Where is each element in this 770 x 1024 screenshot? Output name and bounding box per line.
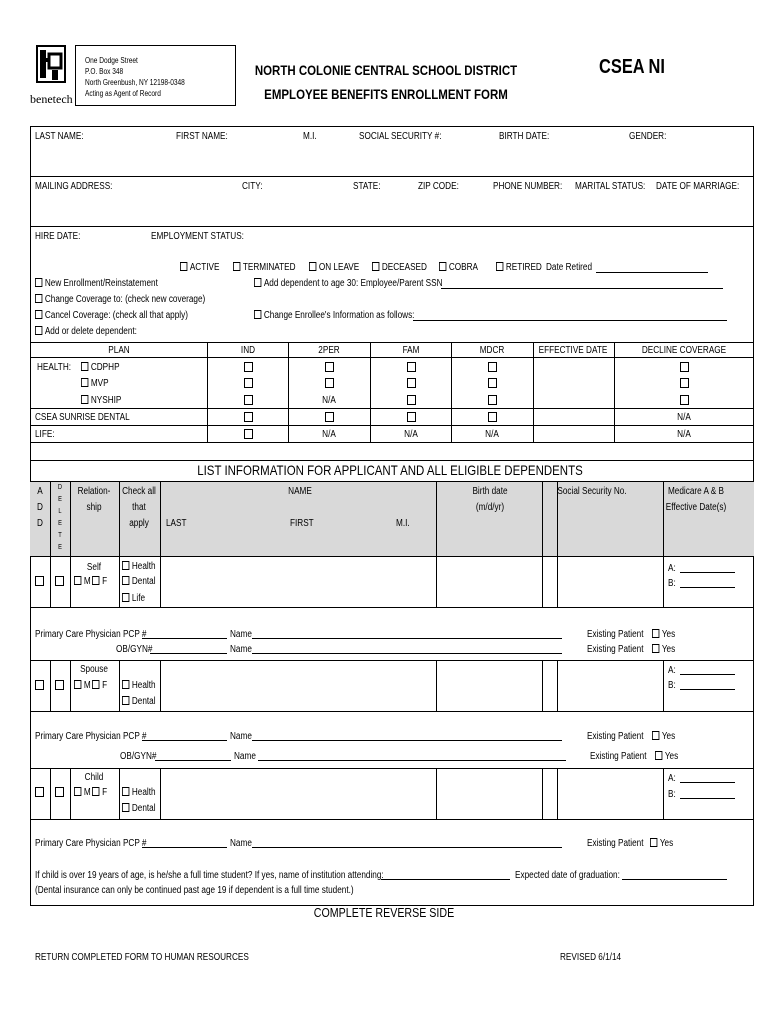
change-info-field[interactable] (413, 320, 727, 321)
revision-date: REVISED 6/1/14 (560, 952, 622, 963)
obgyn-number-field[interactable] (155, 760, 231, 761)
action-new-enrollment[interactable]: New Enrollment/Reinstatement (35, 278, 158, 289)
zip-label: ZIP CODE: (418, 181, 459, 192)
last-header: LAST (166, 518, 187, 529)
action-add-delete-dependent[interactable]: Add or delete dependent: (35, 326, 137, 337)
phone-label: PHONE NUMBER: (493, 181, 563, 192)
ssn-header: Social Security No. (557, 486, 627, 497)
checkbox-icon[interactable] (122, 803, 129, 812)
checkbox-icon[interactable] (407, 378, 416, 388)
gender-select-child[interactable]: M F (74, 787, 107, 798)
relationship-header: Relation- (77, 486, 111, 497)
birth-date-label: BIRTH DATE: (499, 131, 550, 142)
status-active[interactable]: ACTIVE (180, 262, 219, 273)
medicare-b-field[interactable] (680, 798, 735, 799)
checkbox-icon[interactable] (325, 362, 334, 372)
pcp-label: Primary Care Physician PCP # (35, 629, 147, 640)
medicare-a-label: A: (668, 773, 676, 784)
plan-mvp[interactable]: MVP (81, 378, 109, 389)
dental-note: (Dental insurance can only be continued past age 19 if dependent is a full time student.) (35, 885, 354, 896)
ssn-label: SOCIAL SECURITY #: (359, 131, 442, 142)
checkbox-icon[interactable] (244, 378, 253, 388)
obgyn-name-field[interactable] (258, 760, 566, 761)
existing-patient-yes[interactable]: Yes (652, 644, 675, 655)
pcp-name-field[interactable] (252, 638, 562, 639)
checkbox-icon[interactable] (81, 362, 88, 371)
checkbox-icon[interactable] (122, 576, 129, 585)
checkbox-icon[interactable] (488, 395, 497, 405)
checkbox-icon[interactable] (233, 262, 240, 271)
logo-text: benetech (30, 92, 73, 106)
medicare-header: Effective Date(s) (665, 502, 727, 513)
gender-select-spouse[interactable]: M F (74, 680, 107, 691)
check-all-header: that (132, 502, 146, 513)
obgyn-name-field[interactable] (252, 653, 562, 654)
student-question: If child is over 19 years of age, is he/she a full time student? If yes, name of institution attending: (35, 870, 384, 881)
existing-patient-label: Existing Patient (587, 731, 644, 742)
pcp-name-field[interactable] (252, 740, 562, 741)
address-line: North Greenbush, NY 12198-0348 (85, 78, 185, 87)
first-name-label: FIRST NAME: (176, 131, 228, 142)
checkbox-icon[interactable] (680, 395, 689, 405)
checkbox-icon[interactable] (254, 278, 261, 287)
checkbox-icon[interactable] (35, 310, 42, 319)
ind-header: IND (240, 345, 256, 356)
effective-date-header: EFFECTIVE DATE (538, 345, 608, 356)
date-retired-label: Date Retired (546, 262, 593, 273)
institution-field[interactable] (381, 879, 510, 880)
status-on-leave[interactable]: ON LEAVE (309, 262, 359, 273)
checkbox-icon[interactable] (35, 294, 42, 303)
na-text: N/A (322, 395, 336, 406)
checkbox-icon[interactable] (92, 680, 99, 689)
health-label: HEALTH: (37, 362, 72, 373)
agent-address-box (75, 45, 236, 106)
checkbox-icon[interactable] (244, 395, 253, 405)
checkbox-icon[interactable] (122, 561, 129, 570)
add-header: A (37, 486, 43, 497)
delete-header: L (58, 508, 62, 515)
birth-date-header: (m/d/yr) (475, 502, 505, 513)
obgyn-label: OB/GYN# (116, 644, 153, 655)
dependents-section-title: LIST INFORMATION FOR APPLICANT AND ALL ELIGIBLE DEPENDENTS (197, 462, 583, 478)
checkbox-icon[interactable] (244, 429, 253, 439)
delete-header: T (58, 532, 62, 539)
add-checkbox-icon[interactable] (35, 576, 44, 586)
pcp-label: Primary Care Physician PCP # (35, 838, 147, 849)
check-all-header: Check all (122, 486, 156, 497)
checkbox-icon[interactable] (652, 644, 659, 653)
medicare-a-field[interactable] (680, 572, 735, 573)
life-label: LIFE: (35, 429, 55, 440)
na-text: N/A (404, 429, 418, 440)
checkbox-icon[interactable] (652, 629, 659, 638)
medicare-b-label: B: (668, 680, 676, 691)
checkbox-icon[interactable] (488, 362, 497, 372)
checkbox-icon[interactable] (309, 262, 316, 271)
checkbox-icon[interactable] (35, 278, 42, 287)
existing-patient-yes[interactable]: Yes (652, 731, 675, 742)
delete-header: E (58, 544, 62, 551)
medicare-b-field[interactable] (680, 587, 735, 588)
checkbox-icon[interactable] (122, 696, 129, 705)
na-text: N/A (485, 429, 499, 440)
existing-patient-label: Existing Patient (587, 644, 644, 655)
delete-checkbox-icon[interactable] (55, 787, 64, 797)
checkbox-icon[interactable] (325, 412, 334, 422)
checkbox-icon[interactable] (680, 362, 689, 372)
checkbox-icon[interactable] (488, 378, 497, 388)
checkbox-icon[interactable] (407, 395, 416, 405)
obgyn-number-field[interactable] (150, 653, 227, 654)
pcp-name-label: Name (230, 731, 252, 742)
medicare-header: Medicare A & B (667, 486, 725, 497)
medicare-a-field[interactable] (680, 782, 735, 783)
medicare-a-label: A: (668, 665, 676, 676)
pcp-number-field[interactable] (142, 638, 227, 639)
na-text: N/A (677, 429, 691, 440)
gender-select-self[interactable]: M F (74, 576, 107, 587)
add-checkbox-icon[interactable] (35, 680, 44, 690)
existing-patient-label: Existing Patient (587, 838, 644, 849)
action-change-info[interactable]: Change Enrollee's Information as follows: (254, 310, 414, 321)
existing-patient-yes[interactable]: Yes (650, 838, 673, 849)
checkbox-icon[interactable] (652, 731, 659, 740)
na-text: N/A (677, 412, 691, 423)
checkbox-icon[interactable] (496, 262, 503, 271)
plan-header: PLAN (108, 345, 130, 356)
checkbox-icon[interactable] (488, 412, 497, 422)
name-header: NAME (288, 486, 312, 497)
obgyn-name-label: Name (234, 751, 256, 762)
check-all-header: apply (129, 518, 149, 529)
birth-date-header: Birth date (472, 486, 508, 497)
spouse-dental-option[interactable]: Dental (122, 696, 156, 707)
status-terminated[interactable]: TERMINATED (233, 262, 296, 273)
delete-header: D (57, 484, 63, 491)
existing-patient-label: Existing Patient (590, 751, 647, 762)
checkbox-icon[interactable] (81, 378, 88, 387)
date-of-marriage-label: DATE OF MARRIAGE: (656, 181, 740, 192)
form-title: EMPLOYEE BENEFITS ENROLLMENT FORM (264, 86, 508, 102)
existing-patient-label: Existing Patient (587, 629, 644, 640)
checkbox-icon[interactable] (81, 395, 88, 404)
complete-reverse-side: COMPLETE REVERSE SIDE (313, 905, 455, 920)
mailing-address-label: MAILING ADDRESS: (35, 181, 113, 192)
2per-header: 2PER (318, 345, 340, 356)
date-retired-field[interactable] (596, 272, 708, 273)
checkbox-icon[interactable] (254, 310, 261, 319)
address-line: Acting as Agent of Record (85, 89, 161, 98)
action-add-dependent-30[interactable]: Add dependent to age 30: Employee/Parent SSN (254, 278, 443, 289)
hire-date-label: HIRE DATE: (35, 231, 81, 242)
employment-status-label: EMPLOYMENT STATUS: (151, 231, 244, 242)
relation-spouse: Spouse (80, 664, 108, 675)
checkbox-icon[interactable] (74, 576, 81, 585)
city-label: CITY: (242, 181, 263, 192)
checkbox-icon[interactable] (122, 787, 129, 796)
add-header: D (37, 502, 43, 513)
pcp-number-field[interactable] (142, 847, 227, 848)
pcp-name-field[interactable] (252, 847, 562, 848)
add-header: D (37, 518, 43, 529)
existing-patient-yes[interactable]: Yes (655, 751, 678, 762)
checkbox-icon[interactable] (74, 787, 81, 796)
delete-checkbox-icon[interactable] (55, 680, 64, 690)
checkbox-icon[interactable] (244, 412, 253, 422)
status-retired[interactable]: RETIRED (496, 262, 542, 273)
delete-checkbox-icon[interactable] (55, 576, 64, 586)
checkbox-icon[interactable] (122, 680, 129, 689)
unit-title: CSEA NI (599, 56, 665, 78)
address-line: P.O. Box 348 (85, 67, 124, 76)
obgyn-name-label: Name (230, 644, 252, 655)
pcp-name-label: Name (230, 838, 252, 849)
checkbox-icon[interactable] (372, 262, 379, 271)
delete-header: E (58, 520, 62, 527)
fam-header: FAM (402, 345, 420, 356)
checkbox-icon[interactable] (650, 838, 657, 847)
spouse-health-option[interactable]: Health (122, 680, 156, 691)
parent-ssn-field[interactable] (441, 288, 723, 289)
graduation-date-field[interactable] (622, 879, 727, 880)
checkbox-icon[interactable] (92, 576, 99, 585)
address-line: One Dodge Street (85, 56, 138, 65)
checkbox-icon[interactable] (680, 378, 689, 388)
self-dental-option[interactable]: Dental (122, 576, 156, 587)
pcp-name-label: Name (230, 629, 252, 640)
checkbox-icon[interactable] (74, 680, 81, 689)
benetech-logo-icon (30, 44, 70, 92)
decline-coverage-header: DECLINE COVERAGE (641, 345, 727, 356)
checkbox-icon[interactable] (35, 326, 42, 335)
checkbox-icon[interactable] (122, 593, 129, 602)
checkbox-icon[interactable] (439, 262, 446, 271)
child-dental-option[interactable]: Dental (122, 803, 156, 814)
graduation-label: Expected date of graduation: (515, 870, 620, 881)
existing-patient-yes[interactable]: Yes (652, 629, 675, 640)
delete-header: E (58, 496, 62, 503)
relation-self: Self (86, 562, 102, 573)
last-name-label: LAST NAME: (35, 131, 84, 142)
logo (30, 44, 73, 106)
pcp-label: Primary Care Physician PCP # (35, 731, 147, 742)
relation-child: Child (84, 772, 104, 783)
mi-label: M.I. (303, 131, 317, 142)
checkbox-icon[interactable] (407, 412, 416, 422)
checkbox-icon[interactable] (244, 362, 253, 372)
self-life-option[interactable]: Life (122, 593, 145, 604)
medicare-b-field[interactable] (680, 689, 735, 690)
district-title: NORTH COLONIE CENTRAL SCHOOL DISTRICT (254, 62, 518, 78)
medicare-b-label: B: (668, 578, 676, 589)
marital-status-label: MARITAL STATUS: (575, 181, 646, 192)
plan-nyship[interactable]: NYSHIP (81, 395, 121, 406)
checkbox-icon[interactable] (325, 378, 334, 388)
pcp-number-field[interactable] (142, 740, 227, 741)
checkbox-icon[interactable] (92, 787, 99, 796)
medicare-a-field[interactable] (680, 674, 735, 675)
add-checkbox-icon[interactable] (35, 787, 44, 797)
checkbox-icon[interactable] (180, 262, 187, 271)
action-change-coverage[interactable]: Change Coverage to: (check new coverage) (35, 294, 205, 305)
medicare-a-label: A: (668, 563, 676, 574)
state-label: STATE: (353, 181, 381, 192)
relationship-header: ship (86, 502, 102, 513)
mdcr-header: MDCR (479, 345, 505, 356)
medicare-b-label: B: (668, 789, 676, 800)
dental-plan-label: CSEA SUNRISE DENTAL (35, 412, 130, 423)
first-header: FIRST (290, 518, 314, 529)
na-text: N/A (322, 429, 336, 440)
child-health-option[interactable]: Health (122, 787, 156, 798)
checkbox-icon[interactable] (407, 362, 416, 372)
action-cancel-coverage[interactable]: Cancel Coverage: (check all that apply) (35, 310, 188, 321)
checkbox-icon[interactable] (655, 751, 662, 760)
mi-header: M.I. (396, 518, 410, 529)
gender-label: GENDER: (629, 131, 667, 142)
return-instructions: RETURN COMPLETED FORM TO HUMAN RESOURCES (35, 952, 249, 963)
status-deceased[interactable]: DECEASED (372, 262, 427, 273)
plan-cdphp[interactable]: CDPHP (81, 362, 120, 373)
obgyn-label: OB/GYN# (120, 751, 157, 762)
self-health-option[interactable]: Health (122, 561, 156, 572)
status-cobra[interactable]: COBRA (439, 262, 478, 273)
